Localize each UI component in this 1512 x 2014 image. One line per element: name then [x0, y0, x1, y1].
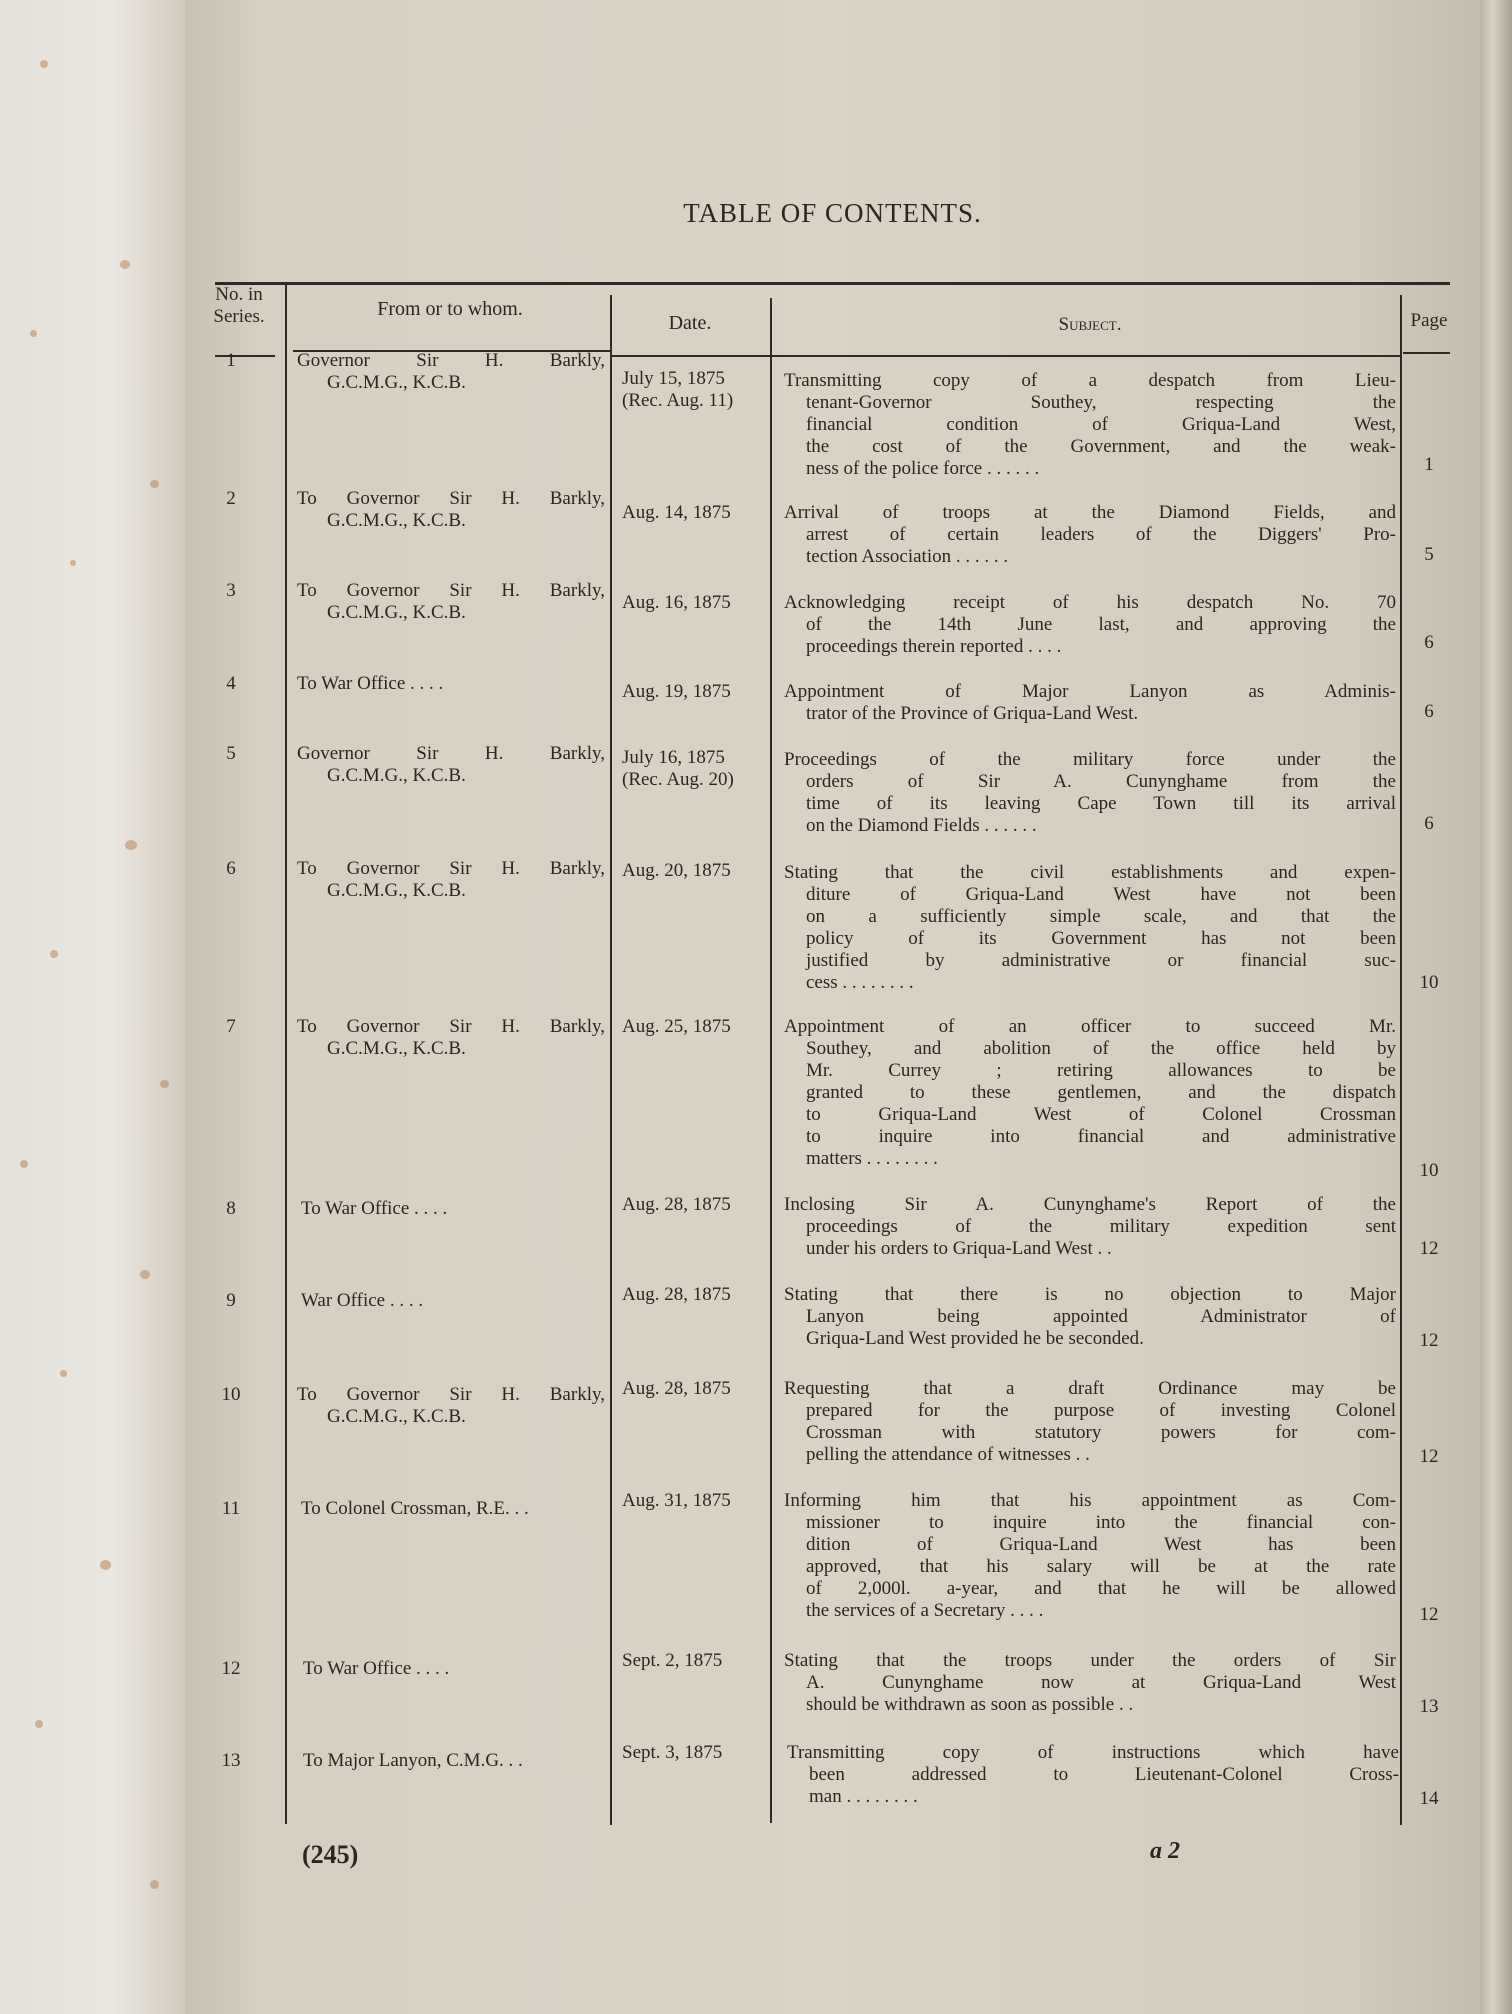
subject-line: Griqua-Land West provided he be seconded. [806, 1328, 1144, 1349]
date-line-1: Aug. 19, 1875 [622, 681, 731, 702]
series-number: 6 [226, 858, 236, 879]
foxing-spot [50, 950, 58, 958]
subject-line: Transmitting copy of instructions which have [787, 1742, 1399, 1763]
subject-line: justified by administrative or financial suc- [806, 950, 1396, 971]
from-line-1: To Major Lanyon, C.M.G. . . [303, 1750, 523, 1771]
from-line-1: To War Office . . . . [301, 1198, 448, 1219]
from-to-whom [297, 350, 605, 394]
series-number: 9 [226, 1290, 236, 1311]
series-number: 13 [221, 1750, 241, 1771]
subject-line: Transmitting copy of a despatch from Lieu- [784, 370, 1396, 391]
header-no-line2: Series. [213, 306, 265, 327]
subject-line: to inquire into financial and administrative [806, 1126, 1396, 1147]
column-divider [770, 298, 772, 1823]
subject-line: should be withdrawn as soon as possible . . [806, 1694, 1134, 1715]
date [622, 592, 772, 614]
subject-line: granted to these gentlemen, and the dispatch [806, 1082, 1396, 1103]
series-number: 1 [226, 350, 236, 371]
subject-line: ness of the police force . . . . . . [806, 458, 1040, 479]
from-line-1: To Governor Sir H. Barkly, [297, 1016, 605, 1037]
subject [784, 681, 1396, 725]
document-page [185, 0, 1480, 2014]
subject-line: the services of a Secretary . . . . [806, 1600, 1044, 1621]
date-line-1: July 15, 1875 [622, 368, 725, 389]
subject-line: Mr. Currey ; retiring allowances to be [806, 1060, 1396, 1081]
subject-line: approved, that his salary will be at the rate [806, 1556, 1396, 1577]
date [622, 1650, 772, 1672]
subject-line: Proceedings of the military force under the [784, 749, 1396, 770]
subject-line: dition of Griqua-Land West has been [806, 1534, 1396, 1555]
date-line-1: Aug. 31, 1875 [622, 1490, 731, 1511]
subject-line: diture of Griqua-Land West have not been [806, 884, 1396, 905]
date-line-1: Sept. 3, 1875 [622, 1742, 723, 1763]
from-line-2: G.C.M.G., K.C.B. [327, 510, 466, 531]
subject-line: Stating that there is no objection to Major [784, 1284, 1396, 1305]
subject-line: Stating that the civil establishments and expen- [784, 862, 1396, 883]
footer-print-number: (245) [302, 1840, 359, 1869]
subject-line: financial condition of Griqua-Land West, [806, 414, 1396, 435]
subject-line: cess . . . . . . . . [806, 972, 914, 993]
foxing-spot [30, 330, 37, 337]
header-top-rule [215, 282, 1450, 285]
date-line-1: Sept. 2, 1875 [622, 1650, 723, 1671]
foxing-spot [100, 1560, 111, 1570]
page-number: 10 [1419, 972, 1439, 993]
foxing-spot [120, 260, 130, 269]
subject-line: Inclosing Sir A. Cunynghame's Report of the [784, 1194, 1396, 1215]
from-line-2: G.C.M.G., K.C.B. [327, 602, 466, 623]
from-to-whom [297, 488, 605, 532]
from-line-1: To War Office . . . . [303, 1658, 450, 1679]
subject [784, 1650, 1396, 1716]
foxing-spot [150, 1880, 159, 1889]
subject [784, 1194, 1396, 1260]
header-no-line1: No. in [215, 284, 263, 305]
subject-line: Stating that the troops under the orders of Sir [784, 1650, 1396, 1671]
from-to-whom [297, 1016, 605, 1060]
from-line-1: To Governor Sir H. Barkly, [297, 1384, 605, 1405]
page-number: 12 [1419, 1604, 1439, 1625]
series-number: 11 [221, 1498, 241, 1519]
foxing-spot [60, 1370, 67, 1377]
header-bottom-rule [1403, 352, 1450, 354]
header-date: Date. [668, 312, 712, 334]
series-number: 10 [221, 1384, 241, 1405]
from-line-2: G.C.M.G., K.C.B. [327, 880, 466, 901]
date [622, 1016, 772, 1038]
date [622, 1284, 772, 1306]
facing-page [0, 0, 190, 2014]
series-number: 12 [221, 1658, 241, 1679]
series-number: 2 [226, 488, 236, 509]
from-line-2: G.C.M.G., K.C.B. [327, 372, 466, 393]
date-line-1: July 16, 1875 [622, 747, 725, 768]
header-subject: Subject. [1058, 314, 1122, 335]
header-page: Page [1410, 310, 1448, 331]
date [622, 860, 772, 882]
series-number: 8 [226, 1198, 236, 1219]
page-number: 6 [1424, 701, 1434, 722]
subject [784, 370, 1396, 480]
subject-line: arrest of certain leaders of the Diggers' Pro- [806, 524, 1396, 545]
date-line-2: (Rec. Aug. 11) [622, 390, 734, 411]
from-to-whom [297, 743, 605, 787]
from-to-whom [297, 1198, 605, 1220]
subject-line: under his orders to Griqua-Land West . . [806, 1238, 1112, 1259]
date-line-1: Aug. 20, 1875 [622, 860, 731, 881]
date-line-1: Aug. 28, 1875 [622, 1378, 731, 1399]
foxing-spot [35, 1720, 43, 1728]
from-to-whom [297, 1384, 605, 1428]
from-to-whom [297, 580, 605, 624]
from-to-whom [297, 673, 605, 695]
date [622, 1194, 772, 1216]
from-line-2: G.C.M.G., K.C.B. [327, 1038, 466, 1059]
subject-line: Acknowledging receipt of his despatch No. 70 [784, 592, 1396, 613]
from-to-whom [297, 1498, 605, 1520]
series-number: 3 [226, 580, 236, 601]
date [622, 1490, 772, 1512]
page-number: 1 [1424, 454, 1434, 475]
subject-line: proceedings therein reported . . . . [806, 636, 1062, 657]
date [622, 1378, 772, 1400]
subject-line: A. Cunynghame now at Griqua-Land West [806, 1672, 1396, 1693]
subject-line: Arrival of troops at the Diamond Fields, and [784, 502, 1396, 523]
from-to-whom [297, 1750, 605, 1772]
date-line-1: Aug. 25, 1875 [622, 1016, 731, 1037]
subject-line: Southey, and abolition of the office held by [806, 1038, 1396, 1059]
subject [784, 1378, 1396, 1466]
series-number: 4 [226, 673, 236, 694]
from-to-whom [297, 1658, 605, 1680]
page-edge [1480, 0, 1512, 2014]
from-line-2: G.C.M.G., K.C.B. [327, 765, 466, 786]
from-line-1: War Office . . . . [301, 1290, 424, 1311]
date-line-1: Aug. 16, 1875 [622, 592, 731, 613]
subject [784, 592, 1396, 658]
from-line-2: G.C.M.G., K.C.B. [327, 1406, 466, 1427]
date-line-1: Aug. 28, 1875 [622, 1284, 731, 1305]
subject-line: time of its leaving Cape Town till its arrival [806, 793, 1396, 814]
subject [784, 1016, 1396, 1170]
subject-line: Appointment of an officer to succeed Mr. [784, 1016, 1396, 1037]
from-to-whom [297, 858, 605, 902]
from-line-1: Governor Sir H. Barkly, [297, 743, 605, 764]
subject-line: tenant-Governor Southey, respecting the [806, 392, 1396, 413]
date [622, 1742, 772, 1764]
column-divider [610, 295, 612, 1825]
subject-line: the cost of the Government, and the weak- [806, 436, 1396, 457]
footer-signature-mark: a 2 [1150, 1838, 1180, 1864]
page-number: 6 [1424, 632, 1434, 653]
page-number: 12 [1419, 1238, 1439, 1259]
page-number: 6 [1424, 813, 1434, 834]
foxing-spot [125, 840, 137, 850]
foxing-spot [160, 1080, 169, 1088]
date-line-1: Aug. 14, 1875 [622, 502, 731, 523]
subject [787, 1742, 1399, 1808]
from-line-1: To Colonel Crossman, R.E. . . [301, 1498, 529, 1519]
subject-line: tection Association . . . . . . [806, 546, 1009, 567]
subject-line: policy of its Government has not been [806, 928, 1396, 949]
subject [784, 862, 1396, 994]
foxing-spot [20, 1160, 28, 1168]
subject-line: Appointment of Major Lanyon as Adminis- [784, 681, 1396, 702]
foxing-spot [70, 560, 76, 566]
series-number: 7 [226, 1016, 236, 1037]
from-line-1: To Governor Sir H. Barkly, [297, 858, 605, 879]
subject-line: pelling the attendance of witnesses . . [806, 1444, 1090, 1465]
page-number: 10 [1419, 1160, 1439, 1181]
from-to-whom [297, 1290, 605, 1312]
subject-line: Requesting that a draft Ordinance may be [784, 1378, 1396, 1399]
subject [784, 1284, 1396, 1350]
subject-line: man . . . . . . . . [809, 1786, 918, 1807]
series-number: 5 [226, 743, 236, 764]
date-line-2: (Rec. Aug. 20) [622, 769, 734, 790]
subject-line: Crossman with statutory powers for com- [806, 1422, 1396, 1443]
subject-line: orders of Sir A. Cunynghame from the [806, 771, 1396, 792]
page-number: 13 [1419, 1696, 1439, 1717]
subject-line: trator of the Province of Griqua-Land West. [806, 703, 1139, 724]
subject-line: of the 14th June last, and approving the [806, 614, 1396, 635]
header-bottom-rule [611, 355, 1401, 357]
subject [784, 749, 1396, 837]
date-line-1: Aug. 28, 1875 [622, 1194, 731, 1215]
page-number: 5 [1424, 544, 1434, 565]
column-divider [285, 284, 287, 1824]
from-line-1: To Governor Sir H. Barkly, [297, 488, 605, 509]
page-number: 12 [1419, 1330, 1439, 1351]
subject [784, 1490, 1396, 1622]
subject-line: to Griqua-Land West of Colonel Crossman [806, 1104, 1396, 1125]
page-title: TABLE OF CONTENTS. [683, 198, 982, 228]
column-divider [1400, 295, 1402, 1825]
subject-line: matters . . . . . . . . [806, 1148, 938, 1169]
subject-line: prepared for the purpose of investing Colonel [806, 1400, 1396, 1421]
foxing-spot [150, 480, 159, 488]
foxing-spot [40, 60, 48, 68]
from-line-1: To War Office . . . . [297, 673, 444, 694]
header-no-in-series [205, 284, 273, 328]
date [622, 747, 772, 791]
date [622, 368, 772, 412]
subject-line: Informing him that his appointment as Com- [784, 1490, 1396, 1511]
subject-line: proceedings of the military expedition sent [806, 1216, 1396, 1237]
subject-line: Lanyon being appointed Administrator of [806, 1306, 1396, 1327]
page-number: 14 [1419, 1788, 1439, 1809]
foxing-spot [140, 1270, 150, 1279]
date [622, 502, 772, 524]
header-from: From or to whom. [377, 298, 523, 320]
from-line-1: To Governor Sir H. Barkly, [297, 580, 605, 601]
subject-line: of 2,000l. a-year, and that he will be allowed [806, 1578, 1396, 1599]
subject-line: been addressed to Lieutenant-Colonel Cross- [809, 1764, 1399, 1785]
subject-line: on the Diamond Fields . . . . . . [806, 815, 1037, 836]
from-line-1: Governor Sir H. Barkly, [297, 350, 605, 371]
subject-line: missioner to inquire into the financial con- [806, 1512, 1396, 1533]
subject [784, 502, 1396, 568]
date [622, 681, 772, 703]
subject-line: on a sufficiently simple scale, and that the [806, 906, 1396, 927]
page-number: 12 [1419, 1446, 1439, 1467]
